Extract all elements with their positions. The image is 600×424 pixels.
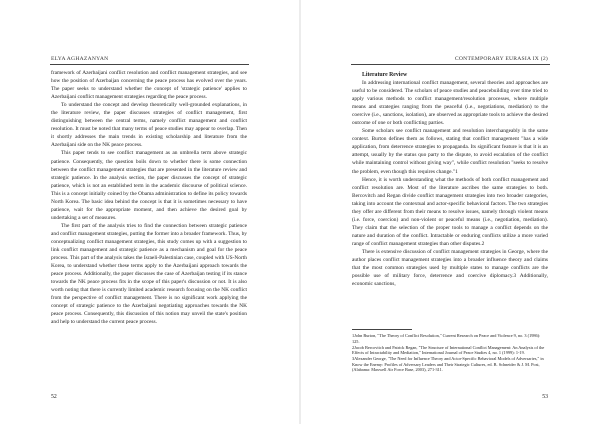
- footnote-rule: [352, 329, 412, 330]
- header-rule-right: [351, 64, 550, 65]
- running-head-right: CONTEMPORARY EURASIA IX (2): [454, 56, 548, 62]
- body-paragraph: Some scholars see conflict management and resolution interchangeably in the same context. Burton defines them as follows, stating that conflict management "has a wide application, from deterrence strategies to propaganda. Its significant feature is that it is an attempt, usually by the status quo party to the dispute, to avoid escalation of the conflict while maintaining control without giving way", while conflict resolution "seeks to resolve the problem, even though this requires change."1: [352, 128, 548, 175]
- footnote: 3Alexander George, "The Need for Influence Theory and Actor-Specific Behavioral Models of Adversaries," in Know the Enemy: Profiles of Adversary Leaders and Their Strategic Cultures, ed. B. Schneider & J. M. Post, (Alabama: Maxwell Air Force Base, 2003), 271-311.: [352, 356, 544, 373]
- footnote: 2Jacob Bercovitch and Patrick Regan, "The Structure of International Conflict Management: An Analysis of the Effects of Intractability and Mediation," International Journal of Peace Studies 4, no. 1 (1999): 1-19.: [352, 344, 545, 356]
- body-paragraph: framework of Azerbaijani conflict resolution and conflict management strategies, and see how the position of Azerbaijan concerning the peace process has evolved over the years. The paper seeks to understand whether the concept of 'strategic patience' applies to Azerbaijani conflict management strategies regarding the peace process.: [51, 70, 247, 101]
- body-paragraph: This paper tends to see conflict management as an umbrella term above strategic patience. Consequently, the question boils down to whether there is some connection between the conflict management strategies that are presented in the literature review and strategic patience. In the analysis section, the paper discusses the concept of strategic patience, which is not an established term in the academic discourse of political science. This is a concept initially coined by the Obama administration to define its policy towards North Korea. The basic idea behind the concept is that it is sometimes necessary to have patience, wait for the appropriate moment, and then achieve the desired goal by undertaking a set of measures.: [51, 150, 247, 221]
- left-page: [0, 0, 299, 424]
- left-page-body: [51, 69, 247, 387]
- section-title: Literature Review: [362, 72, 408, 78]
- right-page: [301, 0, 600, 424]
- page-number-left: 52: [51, 394, 57, 400]
- body-paragraph: The first part of the analysis tries to find the connection between strategic patience and conflict management strategies, putting the former into a broader framework. Thus, by conceptualizing conflict management strategies, this study comes up with a suggestion to link conflict management and strategic patience as a mechanism and goal for the peace process. This part of the analysis takes the Israeli-Palestinian case, coupled with US-North Korea, to understand whether these terms apply to the Azerbaijani approach towards the peace process. Additionally, the paper discusses the case of Azerbaijan testing if its stance towards the NK peace process fits in the scope of this paper's discussion or not. It is also worth noting that there is currently limited academic research focusing on the NK conflict from the perspective of conflict management. There is no significant work applying the concept of strategic patience to the Azerbaijani negotiating approaches towards the NK peace process. Consequently, this discussion of this notion may unveil the state's position and help to understand the current peace process.: [51, 222, 247, 326]
- body-paragraph: In addressing international conflict management, several theories and approaches are useful to be considered. The scholars of peace studies and peacebuilding over time tried to apply various methods to conflict management/resolution processes, where multiple means and strategies ranging from the peaceful (i.e., negotiations, mediation) to the coercive (i.e., sanctions, isolation), are observed as appropriate tools to achieve the desired outcome of one or both conflicting parties.: [352, 80, 548, 127]
- right-page-body: [352, 71, 548, 321]
- body-paragraph: Hence, it is worth understanding what the methods of both conflict management and conflict resolution are. Most of the literature ascribes the same strategies to both. Bercovitch and Regan divide conflict management strategies into two broader categories, taking into account the contextual and actor-specific behavioral factors. The two strategies they offer are different from their means to resolve issues, namely through violent means (i.e. force, coercion) and non-violent or peaceful means (i.e., negotiation, mediation). They claim that the selection of the proper tools to manage a conflict depends on the nature and duration of the conflict. Intractable or enduring conflicts utilize a more varied range of conflict management strategies than other disputes.2: [352, 176, 548, 247]
- footnotes: [352, 333, 548, 373]
- footnote: 1John Burton, "The Theory of Conflict Resolution," Current Research on Peace and Violence 9, no. 3 (1986): 125.: [352, 333, 541, 344]
- body-paragraph: There is extensive discussion of conflict management strategies in George, where the author places conflict management strategies into a broader influence theory and claims that the most common strategies used by multiple states to manage conflicts are the possible use of military force, deterrence and coercive diplomacy.3 Additionally, economic sanctions,: [352, 248, 548, 288]
- running-head-left: ELYA AGHAZANYAN: [51, 56, 109, 62]
- body-paragraph: To understand the concept and develop theoretically well-grounded explanations, in the literature review, the paper discusses strategies of conflict management, first distinguishing between the central terms, namely conflict management and conflict resolution. It must be noted that many terms of peace studies may appear to overlap. Then it shortly addresses the main trends in existing scholarship and literature from the Azerbaijani side on the NK peace process.: [51, 102, 247, 149]
- header-rule-left: [50, 64, 249, 65]
- page-number-right: 53: [542, 394, 548, 400]
